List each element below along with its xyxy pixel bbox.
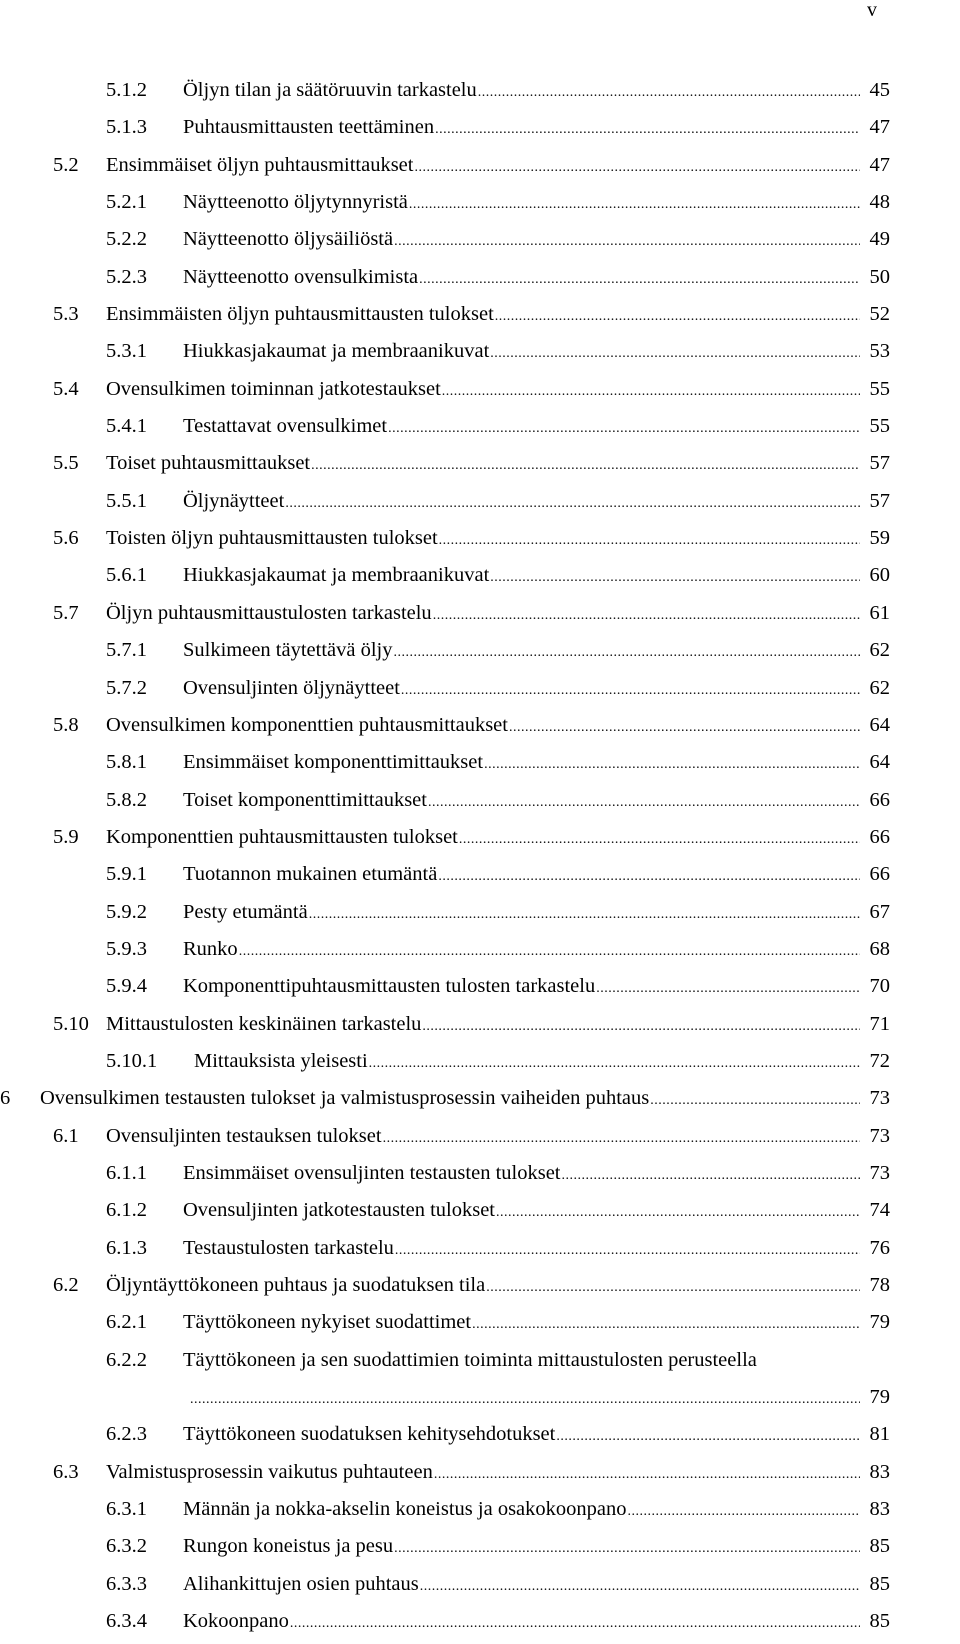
toc-entry-page: 78 <box>869 1274 890 1296</box>
toc-entry-page: 47 <box>869 153 890 176</box>
toc-entry-number: 5.3.1 <box>106 340 147 363</box>
toc-entry-page: 79 <box>869 1311 890 1334</box>
toc-entry-title: Täyttökoneen suodatuksen kehitysehdotukset <box>183 1423 556 1446</box>
toc-entry <box>0 1346 960 1421</box>
table-of-contents <box>0 76 960 1644</box>
toc-dot-leader <box>190 1386 860 1414</box>
toc-entry-title: Näytteenotto öljysäiliöstä <box>183 228 394 251</box>
toc-entry-number: 5.2.2 <box>106 228 147 251</box>
toc-entry-page: 72 <box>869 1049 890 1072</box>
toc-entry-page: 81 <box>869 1423 890 1446</box>
toc-entry-title: Ovensuljinten öljynäytteet <box>183 676 400 699</box>
toc-entry-title: Ovensuljinten testauksen tulokset <box>106 1124 382 1147</box>
toc-entry-line <box>183 972 890 1003</box>
toc-dot-leader <box>309 901 860 929</box>
toc-entry-number: 5.7.1 <box>106 639 147 662</box>
toc-dot-leader <box>438 863 860 891</box>
toc-entry-number: 6.1 <box>53 1124 79 1147</box>
toc-dot-leader <box>394 228 860 256</box>
toc-entry-number: 5.1.3 <box>106 116 147 139</box>
toc-entry-number: 5.6.1 <box>106 564 147 587</box>
toc-entry-line <box>106 300 890 331</box>
toc-entry-line <box>106 375 890 406</box>
toc-entry <box>0 674 960 711</box>
toc-entry-title: Männän ja nokka-akselin koneistus ja osakokoonpano <box>183 1498 627 1521</box>
toc-entry <box>0 449 960 486</box>
toc-entry-page: 64 <box>869 713 890 736</box>
toc-entry-page: 55 <box>869 415 890 438</box>
toc-dot-leader <box>442 378 860 406</box>
toc-entry <box>0 1271 960 1308</box>
toc-entry <box>0 1159 960 1196</box>
toc-dot-leader <box>383 1125 860 1153</box>
toc-entry <box>0 337 960 374</box>
toc-entry-line <box>106 1122 890 1153</box>
toc-entry-title: Ovensulkimen komponenttien puhtausmittaukset <box>106 713 508 736</box>
toc-entry <box>0 113 960 150</box>
toc-entry <box>0 188 960 225</box>
toc-entry-number: 6.3.1 <box>106 1498 147 1521</box>
toc-entry-line <box>183 636 890 667</box>
toc-entry-page: 73 <box>869 1161 890 1184</box>
toc-dot-leader <box>285 490 860 518</box>
toc-entry-line <box>106 524 890 555</box>
toc-entry <box>0 1196 960 1233</box>
toc-entry-line <box>183 113 890 144</box>
toc-entry-line <box>106 599 890 630</box>
toc-entry-page: 79 <box>869 1386 890 1409</box>
toc-entry-title: Puhtausmittausten teettäminen <box>183 116 435 139</box>
toc-entry-line <box>183 748 890 779</box>
toc-entry-number: 5.9.1 <box>106 863 147 886</box>
toc-entry <box>0 76 960 113</box>
toc-entry-title: Näytteenotto öljytynnyristä <box>183 191 408 214</box>
toc-entry-title: Toiset puhtausmittaukset <box>106 452 311 475</box>
toc-entry <box>0 487 960 524</box>
toc-entry <box>0 786 960 823</box>
toc-entry <box>0 898 960 935</box>
toc-entry <box>0 1084 960 1121</box>
toc-entry-title: Runko <box>183 937 238 960</box>
toc-dot-leader <box>596 975 860 1003</box>
toc-entry <box>0 1458 960 1495</box>
toc-entry-page: 48 <box>869 191 890 214</box>
toc-entry-number: 5.8.1 <box>106 751 147 774</box>
toc-entry-title: Hiukkasjakaumat ja membraanikuvat <box>183 564 490 587</box>
toc-entry-page: 85 <box>869 1572 890 1595</box>
toc-entry-title: Ensimmäiset öljyn puhtausmittaukset <box>106 153 414 176</box>
toc-entry-title: Ensimmäisten öljyn puhtausmittausten tulokset <box>106 303 494 326</box>
toc-entry-number: 5.3 <box>53 303 79 326</box>
toc-entry-number: 6.3.3 <box>106 1572 147 1595</box>
toc-entry-page: 83 <box>869 1498 890 1521</box>
toc-entry-number: 6.1.2 <box>106 1199 147 1222</box>
toc-entry-line <box>183 1420 890 1451</box>
toc-entry-title: Näytteenotto ovensulkimista <box>183 265 419 288</box>
toc-entry-title: Öljyn tilan ja säätöruuvin tarkastelu <box>183 79 477 101</box>
toc-entry-page: 60 <box>869 564 890 587</box>
toc-entry-number: 5.4 <box>53 377 79 400</box>
toc-dot-leader <box>422 1013 860 1041</box>
toc-dot-leader <box>478 79 860 107</box>
toc-entry-page: 76 <box>869 1236 890 1259</box>
toc-dot-leader <box>439 527 860 555</box>
toc-entry-title: Komponenttipuhtausmittausten tulosten tarkastelu <box>183 975 596 998</box>
toc-entry <box>0 1010 960 1047</box>
toc-entry-number: 6.3 <box>53 1460 79 1483</box>
toc-entry-title: Toisten öljyn puhtausmittausten tulokset <box>106 527 438 550</box>
page-number: v <box>867 0 877 21</box>
toc-entry-page: 73 <box>869 1124 890 1147</box>
toc-entry-page: 71 <box>869 1012 890 1035</box>
toc-entry-page: 74 <box>869 1199 890 1222</box>
toc-entry-title: Ovensuljinten jatkotestausten tulokset <box>183 1199 496 1222</box>
toc-entry-number: 5.7 <box>53 601 79 624</box>
toc-entry-number: 6.1.1 <box>106 1161 147 1184</box>
toc-entry-page: 73 <box>869 1087 890 1110</box>
toc-entry <box>0 972 960 1009</box>
toc-entry <box>0 599 960 636</box>
toc-dot-leader <box>290 1610 860 1638</box>
toc-entry-number: 5.10.1 <box>106 1049 158 1072</box>
toc-entry <box>0 1047 960 1084</box>
toc-entry-line <box>183 1607 890 1638</box>
toc-dot-leader <box>388 415 860 443</box>
toc-entry-title: Valmistusprosessin vaikutus puhtauteen <box>106 1460 433 1483</box>
toc-entry-line <box>183 225 890 256</box>
toc-entry-title: Pesty etumäntä <box>183 900 308 923</box>
toc-entry-page: 66 <box>869 788 890 811</box>
toc-entry-page: 66 <box>869 863 890 886</box>
toc-dot-leader <box>495 303 860 331</box>
toc-dot-leader <box>420 1573 860 1601</box>
toc-dot-leader <box>394 639 860 667</box>
toc-entry-title: Mittauksista yleisesti <box>194 1049 368 1072</box>
toc-entry-number: 5.9.3 <box>106 937 147 960</box>
toc-dot-leader <box>394 1535 860 1563</box>
toc-entry <box>0 561 960 598</box>
toc-entry-page: 59 <box>869 527 890 550</box>
toc-entry-page: 57 <box>869 489 890 512</box>
toc-entry <box>0 1495 960 1532</box>
toc-entry <box>0 412 960 449</box>
toc-entry-title: Komponenttien puhtausmittausten tulokset <box>106 825 458 848</box>
toc-dot-leader <box>484 751 860 779</box>
toc-entry-page: 66 <box>869 825 890 848</box>
toc-entry <box>0 935 960 972</box>
toc-entry-number: 6.2.3 <box>106 1423 147 1446</box>
toc-entry-title: Ensimmäiset komponenttimittaukset <box>183 751 484 774</box>
toc-entry-line <box>40 1084 890 1115</box>
toc-entry-number: 5.2.1 <box>106 191 147 214</box>
toc-dot-leader <box>419 266 860 294</box>
toc-entry <box>0 1308 960 1345</box>
toc-entry-title: Mittaustulosten keskinäinen tarkastelu <box>106 1012 422 1035</box>
toc-dot-leader <box>239 938 860 966</box>
toc-entry-page: 52 <box>869 303 890 326</box>
toc-entry <box>0 1234 960 1271</box>
toc-dot-leader <box>369 1050 860 1078</box>
toc-dot-leader <box>556 1423 860 1451</box>
toc-entry-line <box>106 449 890 480</box>
toc-dot-leader <box>414 154 860 182</box>
toc-entry-title: Ovensulkimen testausten tulokset ja valmistusprosessin vaiheiden puhtaus <box>40 1087 650 1110</box>
toc-entry <box>0 263 960 300</box>
toc-entry-title: Täyttökoneen nykyiset suodattimet <box>183 1311 472 1334</box>
toc-entry-title: Öljyntäyttökoneen puhtaus ja suodatuksen tila <box>106 1274 486 1296</box>
toc-entry <box>0 524 960 561</box>
toc-entry <box>0 1532 960 1569</box>
toc-entry-title: Hiukkasjakaumat ja membraanikuvat <box>183 340 490 363</box>
toc-entry-line <box>106 1458 890 1489</box>
toc-entry <box>0 375 960 412</box>
toc-entry <box>0 1570 960 1607</box>
toc-entry-number: 5.8 <box>53 713 79 736</box>
toc-entry-page: 49 <box>869 228 890 251</box>
toc-dot-leader <box>509 714 860 742</box>
toc-entry-line <box>183 263 890 294</box>
toc-dot-leader <box>490 340 860 368</box>
toc-entry-number: 5.6 <box>53 527 79 550</box>
toc-entry-line <box>183 1234 890 1265</box>
toc-entry-number: 5.10 <box>53 1012 89 1035</box>
toc-entry-leader-line <box>190 1383 890 1414</box>
toc-entry-number: 6.1.3 <box>106 1236 147 1259</box>
toc-entry <box>0 300 960 337</box>
toc-entry-page: 64 <box>869 751 890 774</box>
toc-entry-title: Rungon koneistus ja pesu <box>183 1535 394 1558</box>
toc-entry-page: 85 <box>869 1535 890 1558</box>
toc-entry-page: 53 <box>869 340 890 363</box>
toc-dot-leader <box>472 1311 860 1339</box>
toc-entry-page: 57 <box>869 452 890 475</box>
toc-entry-line <box>183 898 890 929</box>
toc-entry-number: 5.5 <box>53 452 79 475</box>
toc-entry-title: Öljyn puhtausmittaustulosten tarkastelu <box>106 601 432 624</box>
toc-entry-number: 6.2.1 <box>106 1311 147 1334</box>
toc-entry-number: 5.9 <box>53 825 79 848</box>
toc-dot-leader <box>409 191 860 219</box>
toc-dot-leader <box>650 1087 860 1115</box>
toc-entry-title: Tuotannon mukainen etumäntä <box>183 863 438 886</box>
toc-dot-leader <box>486 1274 860 1302</box>
toc-entry <box>0 860 960 897</box>
toc-entry-page: 62 <box>869 676 890 699</box>
toc-entry-line <box>106 823 890 854</box>
toc-entry-page: 50 <box>869 265 890 288</box>
toc-entry-line <box>183 674 890 705</box>
toc-entry-line <box>183 935 890 966</box>
toc-entry-title: Testaustulosten tarkastelu <box>183 1236 394 1259</box>
toc-dot-leader <box>496 1199 860 1227</box>
toc-entry-number: 5.9.2 <box>106 900 147 923</box>
toc-entry-line <box>183 561 890 592</box>
toc-entry-number: 5.2 <box>53 153 79 176</box>
toc-entry-line <box>183 487 890 518</box>
toc-entry-number: 5.2.3 <box>106 265 147 288</box>
toc-entry-title: Testattavat ovensulkimet <box>183 415 388 438</box>
toc-entry <box>0 225 960 262</box>
toc-entry-page: 45 <box>869 79 890 101</box>
toc-entry-line <box>183 1570 890 1601</box>
toc-entry-title: Öljynäytteet <box>183 489 285 512</box>
toc-dot-leader <box>428 789 860 817</box>
toc-dot-leader <box>433 602 860 630</box>
toc-entry <box>0 1420 960 1457</box>
toc-entry-line <box>194 1047 890 1078</box>
toc-entry <box>0 711 960 748</box>
toc-entry-page: 67 <box>869 900 890 923</box>
toc-entry-number: 5.8.2 <box>106 788 147 811</box>
toc-entry-number: 6.3.2 <box>106 1535 147 1558</box>
toc-entry-title: Täyttökoneen ja sen suodattimien toiminta mittaustulosten perusteella <box>183 1348 757 1371</box>
toc-entry-line <box>183 860 890 891</box>
toc-entry <box>0 151 960 188</box>
toc-entry-line <box>183 337 890 368</box>
toc-entry-title: Toiset komponenttimittaukset <box>183 788 427 811</box>
toc-entry <box>0 823 960 860</box>
toc-dot-leader <box>395 1237 860 1265</box>
toc-entry-line <box>183 1532 890 1563</box>
toc-entry-line <box>183 786 890 817</box>
toc-entry-line <box>106 1271 890 1302</box>
toc-entry-line <box>183 76 890 107</box>
toc-entry-number: 5.7.2 <box>106 676 147 699</box>
toc-entry-line <box>106 151 890 182</box>
toc-entry-title: Alihankittujen osien puhtaus <box>183 1572 419 1595</box>
toc-entry-number: 6.3.4 <box>106 1610 147 1633</box>
toc-entry-number: 6.2.2 <box>106 1348 147 1371</box>
toc-entry-page: 68 <box>869 937 890 960</box>
toc-dot-leader <box>435 116 860 144</box>
toc-entry-line <box>183 412 890 443</box>
toc-entry-number: 5.5.1 <box>106 489 147 512</box>
toc-entry-number: 5.1.2 <box>106 79 147 101</box>
toc-entry-title: Ovensulkimen toiminnan jatkotestaukset <box>106 377 441 400</box>
toc-dot-leader <box>490 564 860 592</box>
toc-entry <box>0 748 960 785</box>
toc-entry-page: 70 <box>869 975 890 998</box>
toc-entry-page: 83 <box>869 1460 890 1483</box>
toc-entry-title: Kokoonpano <box>183 1610 289 1633</box>
toc-entry-line <box>183 1159 890 1190</box>
toc-dot-leader <box>562 1162 861 1190</box>
toc-entry-number: 6 <box>0 1087 11 1110</box>
toc-dot-leader <box>401 677 860 705</box>
toc-entry-page: 61 <box>869 601 890 624</box>
toc-entry-line <box>106 711 890 742</box>
toc-dot-leader <box>459 826 860 854</box>
toc-dot-leader <box>311 452 860 480</box>
toc-dot-leader <box>628 1498 860 1526</box>
toc-entry <box>0 636 960 673</box>
toc-dot-leader <box>434 1461 860 1489</box>
toc-entry <box>0 1607 960 1644</box>
toc-entry-line <box>183 1308 890 1339</box>
toc-entry-number: 5.4.1 <box>106 415 147 438</box>
toc-entry <box>0 1122 960 1159</box>
toc-entry-page: 55 <box>869 377 890 400</box>
toc-entry-title: Sulkimeen täytettävä öljy <box>183 639 393 662</box>
toc-entry-title: Ensimmäiset ovensuljinten testausten tulokset <box>183 1161 561 1184</box>
toc-entry-number: 6.2 <box>53 1274 79 1296</box>
toc-entry-line <box>183 1495 890 1526</box>
toc-entry-line <box>183 188 890 219</box>
toc-entry-number: 5.9.4 <box>106 975 147 998</box>
toc-entry-page: 62 <box>869 639 890 662</box>
toc-entry-page: 85 <box>869 1610 890 1633</box>
toc-entry-line <box>106 1010 890 1041</box>
toc-entry-page: 47 <box>869 116 890 139</box>
toc-entry-line <box>183 1196 890 1227</box>
